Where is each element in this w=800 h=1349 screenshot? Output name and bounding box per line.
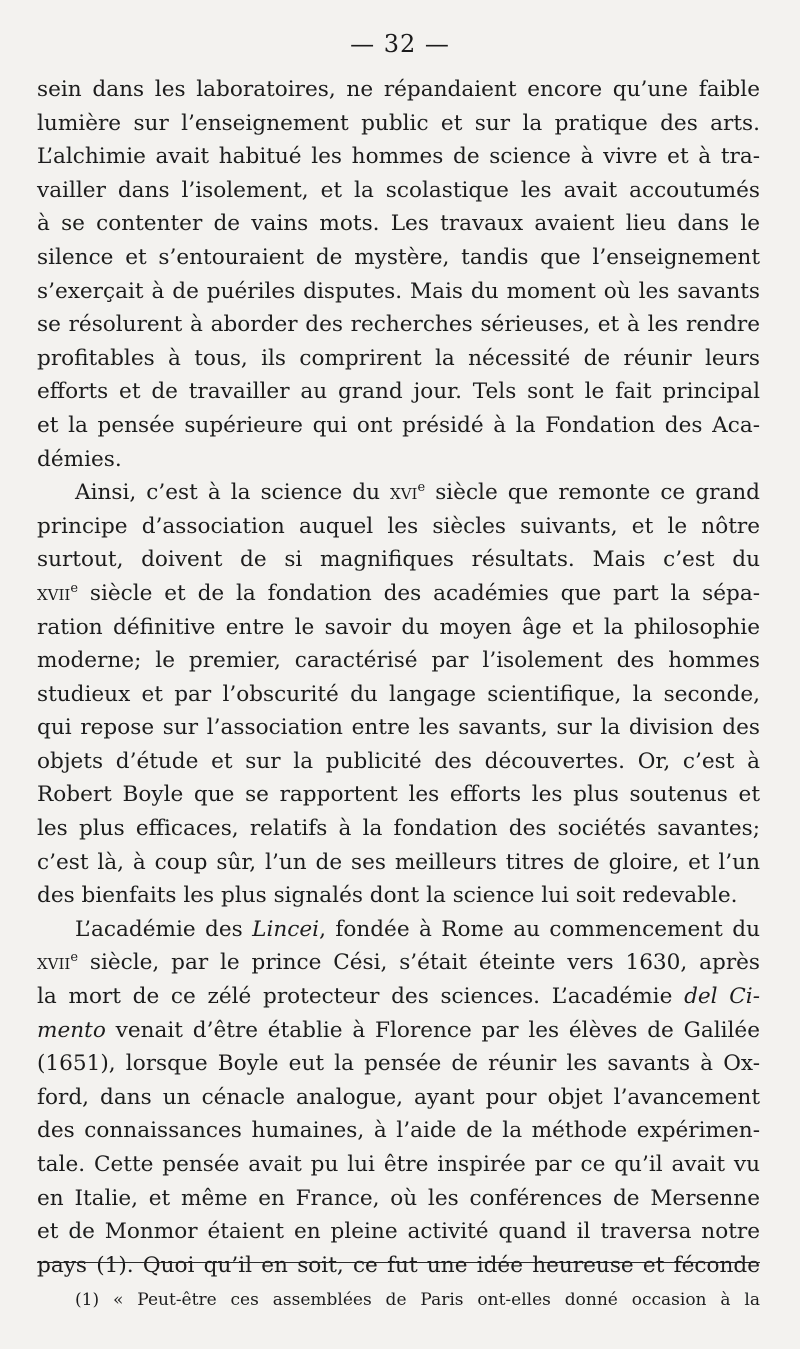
century-numeral: xvii <box>37 950 71 976</box>
italic-term: del Ci- <box>684 984 760 1010</box>
text-line: Robert Boyle que se rapportent les efforts les plus soutenus et <box>37 782 760 808</box>
text-line: (1651), lorsque Boyle eut la pensée de réunir les savants à Ox- <box>37 1051 760 1077</box>
footnote <box>75 1287 760 1313</box>
text-line: L’alchimie avait habitué les hommes de science à vivre et à tra- <box>37 144 760 170</box>
text-line: et de Monmor étaient en pleine activité quand il traversa notre <box>37 1219 760 1245</box>
text-line: en Italie, et même en France, où les conférences de Mersenne <box>37 1185 760 1211</box>
text-line: tale. Cette pensée avait pu lui être inspirée par ce qu’il avait vu <box>37 1152 760 1177</box>
text-line: les plus efficaces, relatifs à la fondation des sociétés savantes; <box>37 816 760 842</box>
footnote-text: « Peut-être ces assemblées de Paris ont-elles donné occasion à la <box>113 1290 760 1310</box>
text-line: studieux et par l’obscurité du langage scientifique, la seconde, <box>37 681 760 707</box>
text-line: Ainsi, c’est à la science du xvi$^e$ siècle que remonte ce grand <box>75 480 760 506</box>
italic-term: mento <box>37 1017 106 1043</box>
text-line: démies. <box>37 446 122 472</box>
main-text <box>37 73 760 1282</box>
text-line: et la pensée supérieure qui ont présidé à la Fondation des Aca- <box>37 412 760 438</box>
text-line: lumière sur l’enseignement public et sur la pratique des arts. <box>37 110 760 136</box>
page-number: — 32 — <box>350 30 450 58</box>
text-line: ford, dans un cénacle analogue, ayant pour objet l’avancement <box>37 1084 760 1110</box>
text-line: efforts et de travailler au grand jour. Tels sont le fait principal <box>37 379 760 405</box>
text-line: qui repose sur l’association entre les savants, sur la division des <box>37 715 760 741</box>
text-line: des connaissances humaines, à l’aide de la méthode expérimen- <box>37 1118 760 1144</box>
text-line: vailler dans l’isolement, et la scolastique les avait accoutumés <box>37 177 760 203</box>
text-line: xvii$^e$ siècle, par le prince Cési, s’était éteinte vers 1630, après <box>37 950 760 976</box>
text-line: surtout, doivent de si magnifiques résultats. Mais c’est du <box>37 547 760 573</box>
text-line: principe d’association auquel les siècles suivants, et le nôtre <box>37 513 760 539</box>
text-line: à se contenter de vains mots. Les travaux avaient lieu dans le <box>37 211 760 237</box>
text-line: objets d’étude et sur la publicité des découvertes. Or, c’est à <box>37 748 760 774</box>
italic-term: Lincei <box>252 916 320 942</box>
text-line: xvii$^e$ siècle et de la fondation des académies que part la sépa- <box>37 580 760 606</box>
text-line: silence et s’entouraient de mystère, tandis que l’enseignement <box>37 244 760 270</box>
text-line: L’académie des Lincei, fondée à Rome au commencement du <box>75 916 760 942</box>
text-line: la mort de ce zélé protecteur des sciences. L’académie del Ci- <box>37 984 760 1010</box>
century-numeral: xvi <box>390 480 418 506</box>
text-line: c’est là, à coup sûr, l’un de ses meilleurs titres de gloire, et l’un <box>37 849 760 875</box>
text-line: s’exerçait à de puériles disputes. Mais du moment où les savants <box>37 278 760 304</box>
text-line: moderne; le premier, caractérisé par l’isolement des hommes <box>37 648 760 674</box>
text-line: pays (1). Quoi qu’il en soit, ce fut une idée heureuse et féconde <box>37 1252 760 1278</box>
footnote-divider <box>37 1262 760 1263</box>
century-numeral: xvii <box>37 580 71 606</box>
text-line: sein dans les laboratoires, ne répandaient encore qu’une faible <box>37 77 760 102</box>
text-line: profitables à tous, ils comprirent la nécessité de réunir leurs <box>37 345 760 371</box>
text-line: mento venait d’être établie à Florence par les élèves de Galilée <box>37 1017 760 1043</box>
text-line: ration définitive entre le savoir du moyen âge et la philosophie <box>37 614 760 640</box>
footnote-marker: (1) <box>75 1290 100 1310</box>
text-line: se résolurent à aborder des recherches sérieuses, et à les rendre <box>37 312 760 338</box>
text-line: des bienfaits les plus signalés dont la science lui soit redevable. <box>37 883 738 909</box>
